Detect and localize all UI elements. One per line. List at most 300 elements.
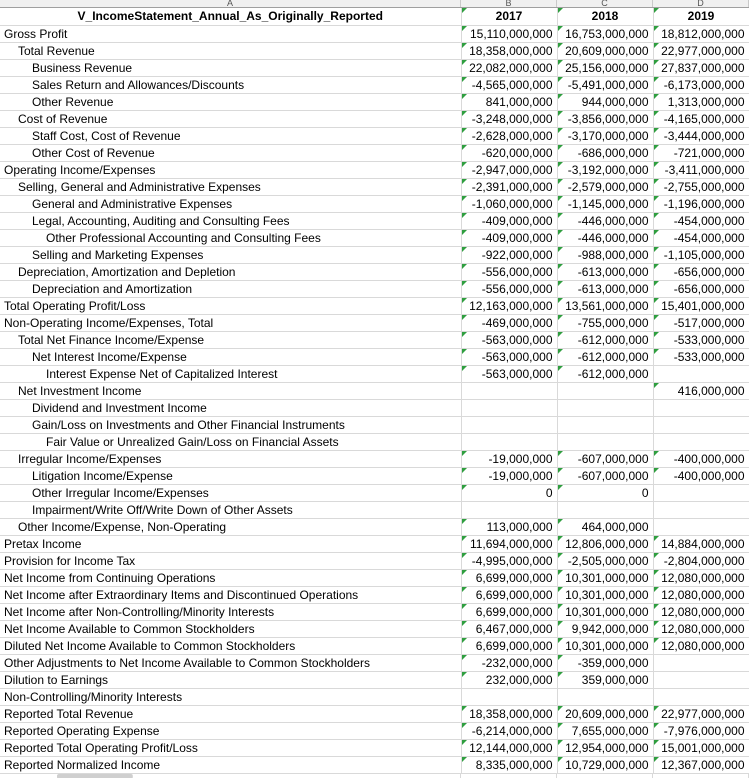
value-cell[interactable]	[461, 756, 557, 773]
year-label: 2018	[591, 9, 619, 24]
number-stored-as-text-flag-icon	[558, 8, 563, 13]
value-cell[interactable]	[461, 382, 557, 399]
value-cell[interactable]	[653, 127, 749, 144]
cell-value: 12,080,000,000	[661, 638, 745, 653]
value-cell[interactable]	[653, 569, 749, 586]
statement-title-cell[interactable]	[0, 8, 461, 25]
cell-value: -517,000,000	[673, 315, 745, 330]
value-cell[interactable]	[653, 280, 749, 297]
cell-value: 14,884,000,000	[661, 536, 745, 551]
table-row	[0, 637, 749, 654]
value-cell[interactable]	[557, 552, 653, 569]
value-cell[interactable]	[557, 518, 653, 535]
row-label-cell[interactable]: Other Income/Expense, Non-Operating	[0, 518, 461, 535]
value-cell[interactable]	[653, 467, 749, 484]
row-label-cell[interactable]: Non-Operating Income/Expenses, Total	[0, 314, 461, 331]
number-stored-as-text-flag-icon	[654, 162, 659, 167]
number-stored-as-text-flag-icon	[462, 519, 467, 524]
table-row	[0, 229, 749, 246]
value-cell[interactable]	[653, 688, 749, 705]
table-row	[0, 280, 749, 297]
value-cell[interactable]	[653, 263, 749, 280]
table-row	[0, 76, 749, 93]
number-stored-as-text-flag-icon	[654, 111, 659, 116]
value-cell[interactable]	[557, 246, 653, 263]
row-label-cell[interactable]: Fair Value or Unrealized Gain/Loss on Financial Assets	[0, 433, 461, 450]
value-cell[interactable]	[461, 586, 557, 603]
row-label-cell[interactable]: Non-Controlling/Minority Interests	[0, 688, 461, 705]
value-cell[interactable]	[557, 263, 653, 280]
value-cell[interactable]	[461, 484, 557, 501]
row-label-cell[interactable]: Total Net Finance Income/Expense	[0, 331, 461, 348]
number-stored-as-text-flag-icon	[462, 621, 467, 626]
value-cell[interactable]	[653, 756, 749, 773]
table-row	[0, 552, 749, 569]
value-cell[interactable]	[653, 59, 749, 76]
value-cell[interactable]	[653, 654, 749, 671]
row-label-cell[interactable]: Other Cost of Revenue	[0, 144, 461, 161]
table-row	[0, 450, 749, 467]
value-cell[interactable]	[653, 416, 749, 433]
number-stored-as-text-flag-icon	[654, 740, 659, 745]
value-cell[interactable]	[461, 161, 557, 178]
number-stored-as-text-flag-icon	[654, 128, 659, 133]
table-row	[0, 603, 749, 620]
value-cell[interactable]	[653, 246, 749, 263]
column-header-c[interactable]: C	[557, 0, 653, 7]
row-label-cell[interactable]: Selling and Marketing Expenses	[0, 246, 461, 263]
value-cell[interactable]	[653, 348, 749, 365]
cell-value: 841,000,000	[485, 94, 553, 109]
value-cell[interactable]	[557, 399, 653, 416]
number-stored-as-text-flag-icon	[654, 451, 659, 456]
row-label-cell[interactable]: General and Administrative Expenses	[0, 195, 461, 212]
value-cell[interactable]	[557, 416, 653, 433]
table-row	[0, 518, 749, 535]
number-stored-as-text-flag-icon	[654, 349, 659, 354]
number-stored-as-text-flag-icon	[558, 247, 563, 252]
row-label-cell[interactable]: Interest Expense Net of Capitalized Interest	[0, 365, 461, 382]
row-label-cell[interactable]: Dilution to Earnings	[0, 671, 461, 688]
cell-value: 18,812,000,000	[661, 26, 745, 41]
cell-value: -620,000,000	[481, 145, 553, 160]
number-stored-as-text-flag-icon	[654, 145, 659, 150]
value-cell[interactable]	[461, 671, 557, 688]
value-cell[interactable]	[557, 603, 653, 620]
value-cell[interactable]	[461, 144, 557, 161]
number-stored-as-text-flag-icon	[558, 672, 563, 677]
value-cell[interactable]	[461, 212, 557, 229]
cell-value: 944,000,000	[581, 94, 649, 109]
cell-value: -409,000,000	[481, 230, 553, 245]
table-row	[0, 348, 749, 365]
value-cell[interactable]	[461, 348, 557, 365]
table-row	[0, 382, 749, 399]
row-label-cell[interactable]: Legal, Accounting, Auditing and Consulting Fees	[0, 212, 461, 229]
value-cell[interactable]	[557, 42, 653, 59]
value-cell[interactable]	[557, 501, 653, 518]
row-label-cell[interactable]: Sales Return and Allowances/Discounts	[0, 76, 461, 93]
value-cell[interactable]	[653, 637, 749, 654]
value-cell[interactable]	[461, 722, 557, 739]
number-stored-as-text-flag-icon	[654, 468, 659, 473]
value-cell[interactable]	[461, 569, 557, 586]
value-cell[interactable]	[557, 705, 653, 722]
row-label-cell[interactable]: Net Income Available to Common Stockholders	[0, 620, 461, 637]
value-cell[interactable]	[461, 110, 557, 127]
value-cell[interactable]	[461, 637, 557, 654]
value-cell[interactable]	[557, 620, 653, 637]
value-cell[interactable]	[557, 348, 653, 365]
cell-value: 15,401,000,000	[661, 298, 745, 313]
cell-value: 12,080,000,000	[661, 621, 745, 636]
number-stored-as-text-flag-icon	[558, 77, 563, 82]
value-cell[interactable]	[557, 93, 653, 110]
value-cell[interactable]	[557, 535, 653, 552]
number-stored-as-text-flag-icon	[654, 43, 659, 48]
value-cell[interactable]	[557, 178, 653, 195]
value-cell[interactable]	[461, 127, 557, 144]
value-cell[interactable]	[653, 212, 749, 229]
row-label-cell[interactable]: Net Income after Extraordinary Items and Discontinued Operations	[0, 586, 461, 603]
cell-value: 12,954,000,000	[565, 740, 649, 755]
value-cell[interactable]	[653, 331, 749, 348]
cell-value: 10,729,000,000	[565, 757, 649, 772]
value-cell[interactable]	[557, 484, 653, 501]
value-cell[interactable]	[653, 433, 749, 450]
row-label-cell[interactable]: Depreciation and Amortization	[0, 280, 461, 297]
table-row	[0, 416, 749, 433]
row-label-cell[interactable]: Litigation Income/Expense	[0, 467, 461, 484]
number-stored-as-text-flag-icon	[654, 281, 659, 286]
cell-value: -721,000,000	[673, 145, 745, 160]
number-stored-as-text-flag-icon	[558, 740, 563, 745]
value-cell[interactable]	[653, 93, 749, 110]
number-stored-as-text-flag-icon	[558, 536, 563, 541]
value-cell[interactable]	[557, 314, 653, 331]
value-cell[interactable]	[653, 178, 749, 195]
cell-value: -3,248,000,000	[471, 111, 553, 126]
number-stored-as-text-flag-icon	[558, 281, 563, 286]
value-cell[interactable]	[461, 280, 557, 297]
cell-value: -4,995,000,000	[471, 553, 553, 568]
value-cell[interactable]	[461, 705, 557, 722]
cell-value: -7,976,000,000	[663, 723, 745, 738]
value-cell[interactable]	[653, 620, 749, 637]
value-cell[interactable]	[557, 229, 653, 246]
value-cell[interactable]	[557, 739, 653, 756]
cell-value: 12,144,000,000	[469, 740, 553, 755]
number-stored-as-text-flag-icon	[462, 536, 467, 541]
value-cell[interactable]	[557, 127, 653, 144]
cell-value: 18,358,000,000	[469, 43, 553, 58]
column-header-a[interactable]: A	[0, 0, 461, 7]
table-row	[0, 144, 749, 161]
value-cell[interactable]	[461, 620, 557, 637]
table-row	[0, 25, 749, 42]
cell-value: -612,000,000	[577, 332, 649, 347]
value-cell[interactable]	[557, 654, 653, 671]
number-stored-as-text-flag-icon	[558, 179, 563, 184]
value-cell[interactable]	[461, 399, 557, 416]
row-label-cell[interactable]: Business Revenue	[0, 59, 461, 76]
value-cell[interactable]	[557, 688, 653, 705]
value-cell[interactable]	[461, 416, 557, 433]
value-cell[interactable]	[461, 297, 557, 314]
cell-value: -563,000,000	[481, 332, 553, 347]
row-label-cell[interactable]: Pretax Income	[0, 535, 461, 552]
number-stored-as-text-flag-icon	[462, 485, 467, 490]
value-cell[interactable]	[557, 280, 653, 297]
number-stored-as-text-flag-icon	[558, 196, 563, 201]
row-label-cell[interactable]: Other Professional Accounting and Consulting Fees	[0, 229, 461, 246]
table-row	[0, 671, 749, 688]
value-cell[interactable]	[461, 331, 557, 348]
number-stored-as-text-flag-icon	[654, 196, 659, 201]
row-label-cell[interactable]: Net Interest Income/Expense	[0, 348, 461, 365]
number-stored-as-text-flag-icon	[558, 94, 563, 99]
cell-value: 25,156,000,000	[565, 60, 649, 75]
row-label-cell[interactable]: Other Irregular Income/Expenses	[0, 484, 461, 501]
table-row	[0, 569, 749, 586]
table-row	[0, 195, 749, 212]
value-cell[interactable]	[653, 25, 749, 42]
value-cell[interactable]	[461, 59, 557, 76]
value-cell[interactable]	[653, 586, 749, 603]
value-cell[interactable]	[461, 365, 557, 382]
value-cell[interactable]	[461, 467, 557, 484]
number-stored-as-text-flag-icon	[558, 485, 563, 490]
value-cell[interactable]	[653, 518, 749, 535]
value-cell[interactable]	[461, 42, 557, 59]
cell-value: -656,000,000	[673, 281, 745, 296]
value-cell[interactable]	[653, 110, 749, 127]
value-cell[interactable]	[461, 229, 557, 246]
row-label-cell[interactable]: Depreciation, Amortization and Depletion	[0, 263, 461, 280]
value-cell[interactable]	[461, 688, 557, 705]
value-cell[interactable]	[557, 59, 653, 76]
row-label-cell[interactable]: Reported Operating Expense	[0, 722, 461, 739]
value-cell[interactable]	[653, 382, 749, 399]
cell-value: -922,000,000	[481, 247, 553, 262]
row-label-cell[interactable]: Selling, General and Administrative Expenses	[0, 178, 461, 195]
value-cell[interactable]	[461, 76, 557, 93]
cell-value: 10,301,000,000	[565, 604, 649, 619]
value-cell[interactable]	[557, 110, 653, 127]
number-stored-as-text-flag-icon	[558, 111, 563, 116]
value-cell[interactable]	[461, 450, 557, 467]
row-label-cell[interactable]: Irregular Income/Expenses	[0, 450, 461, 467]
value-cell[interactable]	[557, 297, 653, 314]
value-cell[interactable]	[461, 535, 557, 552]
value-cell[interactable]	[557, 467, 653, 484]
number-stored-as-text-flag-icon	[462, 553, 467, 558]
cell-value: 16,753,000,000	[565, 26, 649, 41]
cell-value: -1,105,000,000	[663, 247, 745, 262]
value-cell[interactable]	[461, 263, 557, 280]
value-cell[interactable]	[653, 552, 749, 569]
value-cell[interactable]	[557, 161, 653, 178]
table-row	[0, 246, 749, 263]
value-cell[interactable]	[557, 382, 653, 399]
number-stored-as-text-flag-icon	[462, 281, 467, 286]
value-cell[interactable]	[653, 501, 749, 518]
row-label-cell[interactable]: Provision for Income Tax	[0, 552, 461, 569]
value-cell[interactable]	[653, 314, 749, 331]
value-cell[interactable]	[461, 314, 557, 331]
cell-value: 0	[545, 485, 553, 500]
row-label-cell[interactable]: Diluted Net Income Available to Common Stockholders	[0, 637, 461, 654]
number-stored-as-text-flag-icon	[462, 230, 467, 235]
value-cell[interactable]	[557, 671, 653, 688]
number-stored-as-text-flag-icon	[462, 604, 467, 609]
cell-value: 22,977,000,000	[661, 43, 745, 58]
number-stored-as-text-flag-icon	[654, 298, 659, 303]
value-cell[interactable]	[461, 25, 557, 42]
cell-value: -2,579,000,000	[567, 179, 649, 194]
row-label-cell[interactable]: Other Revenue	[0, 93, 461, 110]
value-cell[interactable]	[653, 671, 749, 688]
number-stored-as-text-flag-icon	[462, 60, 467, 65]
partial-cell	[557, 774, 653, 778]
cell-value: 27,837,000,000	[661, 60, 745, 75]
row-label-cell[interactable]: Operating Income/Expenses	[0, 161, 461, 178]
column-header-d[interactable]: D	[653, 0, 749, 7]
value-cell[interactable]	[557, 365, 653, 382]
value-cell[interactable]	[461, 433, 557, 450]
value-cell[interactable]	[461, 603, 557, 620]
value-cell[interactable]	[653, 144, 749, 161]
number-stored-as-text-flag-icon	[462, 332, 467, 337]
row-label-cell[interactable]: Reported Total Operating Profit/Loss	[0, 739, 461, 756]
value-cell[interactable]	[653, 42, 749, 59]
value-cell[interactable]	[461, 654, 557, 671]
value-cell[interactable]	[653, 297, 749, 314]
value-cell[interactable]	[557, 569, 653, 586]
value-cell[interactable]	[653, 365, 749, 382]
value-cell[interactable]	[653, 739, 749, 756]
number-stored-as-text-flag-icon	[558, 655, 563, 660]
value-cell[interactable]	[653, 535, 749, 552]
row-label-cell[interactable]: Staff Cost, Cost of Revenue	[0, 127, 461, 144]
row-label-cell[interactable]: Total Revenue	[0, 42, 461, 59]
value-cell[interactable]	[461, 518, 557, 535]
number-stored-as-text-flag-icon	[558, 706, 563, 711]
sheet-tab[interactable]	[57, 774, 133, 778]
row-label-cell[interactable]: Reported Total Revenue	[0, 705, 461, 722]
cell-value: 22,082,000,000	[469, 60, 553, 75]
table-row	[0, 399, 749, 416]
value-cell[interactable]	[653, 399, 749, 416]
number-stored-as-text-flag-icon	[558, 145, 563, 150]
value-cell[interactable]	[557, 331, 653, 348]
row-label-cell[interactable]: Net Income after Non-Controlling/Minority Interests	[0, 603, 461, 620]
value-cell[interactable]	[653, 484, 749, 501]
value-cell[interactable]	[653, 450, 749, 467]
cell-value: -556,000,000	[481, 264, 553, 279]
value-cell[interactable]	[557, 586, 653, 603]
value-cell[interactable]	[653, 195, 749, 212]
number-stored-as-text-flag-icon	[654, 332, 659, 337]
cell-value: -409,000,000	[481, 213, 553, 228]
value-cell[interactable]	[461, 195, 557, 212]
row-label-cell[interactable]: Net Income from Continuing Operations	[0, 569, 461, 586]
number-stored-as-text-flag-icon	[462, 213, 467, 218]
value-cell[interactable]	[557, 637, 653, 654]
value-cell[interactable]	[653, 229, 749, 246]
value-cell[interactable]	[461, 501, 557, 518]
value-cell[interactable]	[461, 246, 557, 263]
value-cell[interactable]	[653, 161, 749, 178]
cell-value: -988,000,000	[577, 247, 649, 262]
row-label-cell[interactable]: Net Investment Income	[0, 382, 461, 399]
value-cell[interactable]	[557, 212, 653, 229]
number-stored-as-text-flag-icon	[654, 536, 659, 541]
row-label-cell[interactable]: Gross Profit	[0, 25, 461, 42]
cell-value: -686,000,000	[577, 145, 649, 160]
value-cell[interactable]	[653, 603, 749, 620]
year-label: 2019	[687, 9, 715, 24]
value-cell[interactable]	[653, 705, 749, 722]
column-header-b[interactable]: B	[461, 0, 557, 7]
column-header-strip	[0, 0, 749, 8]
number-stored-as-text-flag-icon	[558, 366, 563, 371]
number-stored-as-text-flag-icon	[558, 757, 563, 762]
table-row	[0, 127, 749, 144]
value-cell[interactable]	[653, 722, 749, 739]
row-label-cell[interactable]: Other Adjustments to Net Income Available to Common Stockholders	[0, 654, 461, 671]
number-stored-as-text-flag-icon	[462, 26, 467, 31]
value-cell[interactable]	[557, 433, 653, 450]
table-row	[0, 59, 749, 76]
table-row	[0, 263, 749, 280]
value-cell[interactable]	[557, 76, 653, 93]
number-stored-as-text-flag-icon	[654, 706, 659, 711]
value-cell[interactable]	[461, 739, 557, 756]
value-cell[interactable]	[557, 722, 653, 739]
cell-value: -5,491,000,000	[567, 77, 649, 92]
table-row	[0, 501, 749, 518]
value-cell[interactable]	[557, 450, 653, 467]
table-row	[0, 484, 749, 501]
number-stored-as-text-flag-icon	[462, 179, 467, 184]
number-stored-as-text-flag-icon	[462, 366, 467, 371]
number-stored-as-text-flag-icon	[462, 570, 467, 575]
value-cell[interactable]	[653, 76, 749, 93]
value-cell[interactable]	[557, 144, 653, 161]
value-cell[interactable]	[557, 195, 653, 212]
year-header-cell[interactable]	[461, 8, 557, 25]
cell-value: -359,000,000	[577, 655, 649, 670]
year-header-cell[interactable]	[557, 8, 653, 25]
year-header-cell[interactable]	[653, 8, 749, 25]
value-cell[interactable]	[461, 178, 557, 195]
value-cell[interactable]	[461, 552, 557, 569]
row-label-cell[interactable]: Cost of Revenue	[0, 110, 461, 127]
value-cell[interactable]	[557, 25, 653, 42]
row-label-cell[interactable]: Dividend and Investment Income	[0, 399, 461, 416]
row-label-cell[interactable]: Total Operating Profit/Loss	[0, 297, 461, 314]
partial-bottom-row	[0, 774, 749, 778]
number-stored-as-text-flag-icon	[462, 128, 467, 133]
value-cell[interactable]	[557, 756, 653, 773]
cell-value: -533,000,000	[673, 349, 745, 364]
row-label-cell[interactable]: Impairment/Write Off/Write Down of Other Assets	[0, 501, 461, 518]
row-label-cell[interactable]: Reported Normalized Income	[0, 756, 461, 773]
value-cell[interactable]	[461, 93, 557, 110]
row-label-cell[interactable]: Gain/Loss on Investments and Other Financial Instruments	[0, 416, 461, 433]
table-row	[0, 433, 749, 450]
